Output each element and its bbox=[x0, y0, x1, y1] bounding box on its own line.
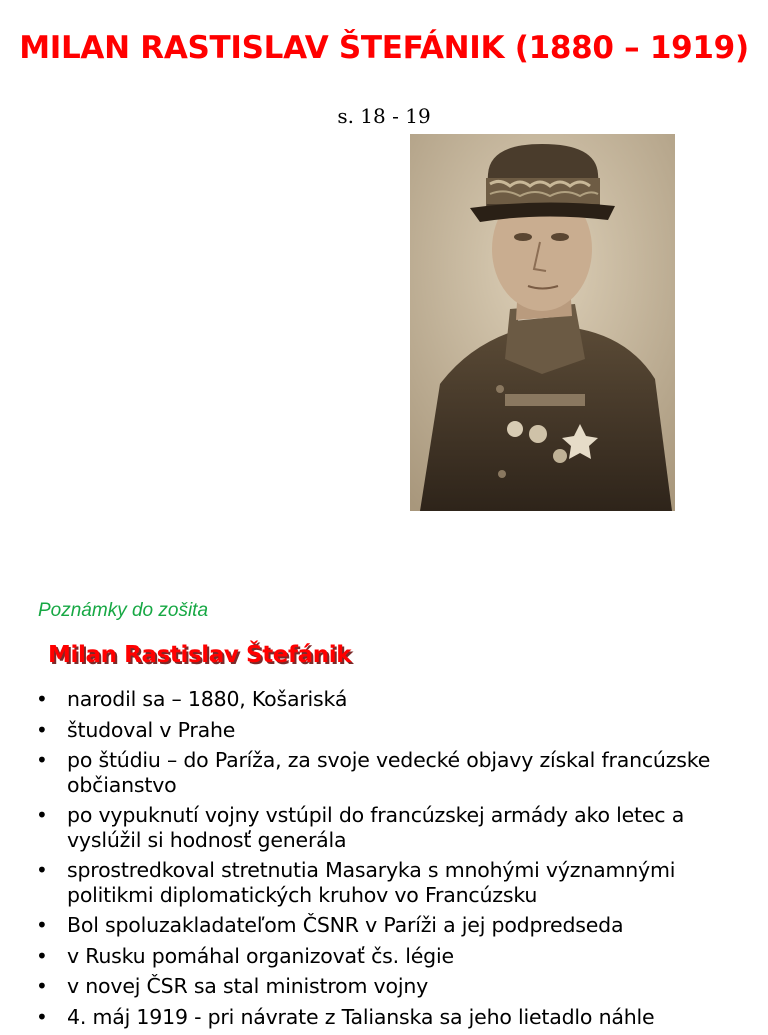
fact-text: narodil sa – 1880, Košariská bbox=[67, 687, 348, 711]
fact-text: po vypuknutí vojny vstúpil do francúzskej armády ako letec a vyslúžil si hodnosť generála bbox=[67, 803, 685, 852]
list-item bbox=[36, 718, 756, 743]
bullet-icon: • bbox=[36, 687, 48, 711]
bullet-icon: • bbox=[36, 943, 48, 968]
list-item bbox=[36, 913, 756, 938]
portrait-illustration bbox=[410, 134, 675, 511]
fact-text: v Rusku pomáhal organizovať čs. légie bbox=[67, 943, 454, 968]
list-item bbox=[36, 687, 756, 712]
section-heading: Milan Rastislav Štefánik bbox=[48, 642, 352, 668]
list-item bbox=[36, 944, 756, 969]
fact-text: Bol spoluzakladateľom ČSNR v Paríži a jej podpredseda bbox=[67, 913, 624, 937]
facts-list bbox=[36, 687, 756, 1035]
list-item bbox=[36, 1005, 756, 1030]
bullet-icon: • bbox=[36, 1004, 48, 1029]
bullet-icon: • bbox=[36, 913, 48, 937]
fact-text: po štúdiu – do Paríža, za svoje vedecké objavy získal francúzske občianstvo bbox=[67, 748, 711, 797]
list-item bbox=[36, 858, 756, 907]
page-title: MILAN RASTISLAV ŠTEFÁNIK (1880 – 1919) bbox=[19, 30, 749, 66]
fact-text: študoval v Prahe bbox=[67, 717, 236, 742]
bullet-icon: • bbox=[36, 858, 48, 882]
portrait-photo bbox=[410, 134, 675, 511]
notes-label: Poznámky do zošita bbox=[38, 600, 209, 621]
fact-text: sprostredkoval stretnutia Masaryka s mnohými významnými politikmi diplomatických kruhov vo Francúzsku bbox=[67, 858, 676, 907]
bullet-icon: • bbox=[36, 974, 48, 998]
list-item bbox=[36, 803, 756, 852]
bullet-icon: • bbox=[36, 803, 48, 827]
bullet-icon: • bbox=[36, 717, 48, 742]
page-reference: s. 18 - 19 bbox=[337, 104, 431, 128]
list-item bbox=[36, 748, 756, 797]
bullet-icon: • bbox=[36, 748, 48, 772]
fact-text: 4. máj 1919 - pri návrate z Talianska sa jeho lietadlo náhle bbox=[67, 1004, 655, 1029]
list-item bbox=[36, 974, 756, 999]
fact-text: v novej ČSR sa stal ministrom vojny bbox=[67, 974, 429, 998]
